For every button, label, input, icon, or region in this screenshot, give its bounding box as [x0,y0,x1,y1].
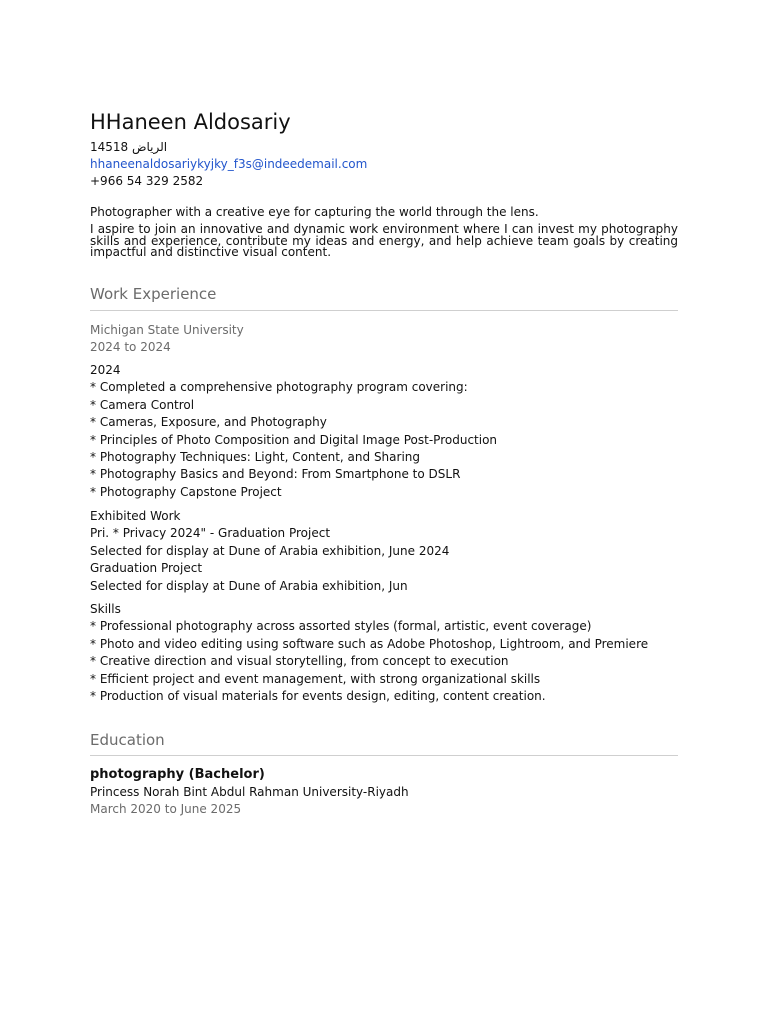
email-link[interactable]: hhaneenaldosariykyjky_f3s@indeedemail.com [90,157,368,171]
list-item: * Camera Control [90,397,195,412]
employer-name: Michigan State University [90,323,244,337]
education-heading: Education [90,731,165,749]
candidate-name: HHaneen Aldosariy [90,110,291,134]
list-item: Exhibited Work [90,509,181,523]
education-divider [90,755,678,756]
list-item: * Photo and video editing using software such as Adobe Photoshop, Lightroom, and Premiere [90,636,649,651]
employment-dates: 2024 to 2024 [90,340,171,354]
school-name: Princess Norah Bint Abdul Rahman University-Riyadh [90,785,409,799]
list-item: Pri. * Privacy 2024" - Graduation Project [90,526,331,541]
list-item: * Photography Techniques: Light, Content, and Sharing [90,450,421,464]
list-item: * Cameras, Exposure, and Photography [90,415,327,430]
list-item: Selected for display at Dune of Arabia exhibition, Jun [90,578,408,593]
education-dates: March 2020 to June 2025 [90,802,242,816]
summary-text: I aspire to join an innovative and dynamic work environment where I can invest my photography skills and experience, contribute my ideas and energy, and help achieve team goals by creating impactful and distinctive visual content. [90,222,678,259]
degree-title: photography (Bachelor) [90,767,265,782]
work-experience-heading: Work Experience [90,285,217,303]
list-item: * Completed a comprehensive photography program covering: [90,380,468,395]
list-item: Skills [90,602,121,616]
list-item: * Photography Basics and Beyond: From Smartphone to DSLR [90,467,461,482]
list-item: * Professional photography across assorted styles (formal, artistic, event coverage) [90,619,592,634]
list-item: * Efficient project and event management, with strong organizational skills [90,671,541,686]
summary-headline: Photographer with a creative eye for capturing the world through the lens. [90,205,539,219]
list-item: 2024 [90,363,121,377]
location-text: 14518 الرياض [90,140,168,154]
list-item: * Production of visual materials for events design, editing, content creation. [90,689,546,703]
phone-text: +966 54 329 2582 [90,174,204,188]
list-item: Selected for display at Dune of Arabia exhibition, June 2024 [90,543,450,558]
list-item: * Principles of Photo Composition and Digital Image Post-Production [90,432,498,447]
list-item: * Photography Capstone Project [90,484,282,499]
list-item: * Creative direction and visual storytelling, from concept to execution [90,654,509,669]
work-experience-divider [90,310,678,311]
list-item: Graduation Project [90,561,203,576]
